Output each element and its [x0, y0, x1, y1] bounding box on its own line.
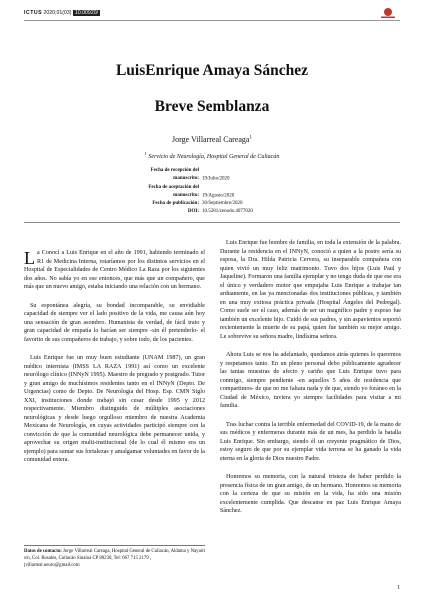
- paragraph-text: a Conocí a Luis Enrique en el año de 1991, habiendo terminado el R1 de Medicina Interna, rotaríamos por los distintos servicios en el Hospital de Especialidades de Centro Médico La Raza por los siguientes dos años. No sabía yo en ese entonces, que más que un compañero, que más que un nuevo amigo, estaba iniciando una relación con un hermano.: [24, 250, 205, 290]
- paragraph: Ahora Luis se nos ha adelantado, quedamos atrás quienes lo queremos y respetamos tanto. En un pleno personal debo públicamente agradecer las tantas muestras de afecto y cariño que Luis Enrique tuvo para conmigo, siempre pendiente -en aquellos 5 años de residencia que compartimos- de que no me faltara nada y de que, siendo yo foráneo en la Ciudad de México, tuviera yo siempre facilidades para visitar a mi familia.: [220, 352, 401, 409]
- journal-issue: 2020;01(03): [43, 10, 72, 16]
- page-title: LuisEnrique Amaya Sánchez: [115, 62, 309, 79]
- date-value: 30/Septiembre/2020: [202, 201, 243, 207]
- date-label: Fecha de recepción del manuscrito:: [150, 168, 199, 182]
- journal-header: [24, 10, 100, 16]
- paragraph: Luis Enrique fue un muy buen estudiante (UNAM 1987), un gran médico internista (IMSS LA RAZA 1991) así como un excelente neurólogo clínico (INNyN 1995). Maestro de pregrado y postgrado. Tutor y gran amigo de muchísimos residentes tanto en el INNyN (Depto. De Urgencias) como de Depto. De Neurología del Hosp. Esp. CMN Siglo XXI, instituciones donde trabajó sin cesar desde 1995 y 2012 respectivamente. Miembro distinguido de múltiples asociaciones neurológicas y desde luego orgulloso miembro de nuestra Academia Mexicana de Neurología, en cuyas actividades participó siempre con la convicción de que la comunidad neurológica debe permanecer unida, y aprovechar su origen multi-institucional (de lo cual él mismo era un ejemplo) para sumar sus fortalezas y amalgamar voluntades en favor de la comunidad entera.: [24, 355, 205, 463]
- paragraph: Tras luchar contra la terrible enfermedad del COVID-19, de la mano de sus médicos y enfermeras durante más de un mes, ha perdido la batalla Luis Enrique. Sin embargo, siendo él un creyente pragmático de Dios, estoy seguro de que por su ejemplar vida terrena se ha ganado la vida eterna en la gloria de Dios nuestro Padre.: [220, 421, 401, 462]
- contact-label: Datos de contacto:: [24, 549, 62, 554]
- paragraph: Luis Enrique fue hombre de familia, en toda la extensión de la palabra. Durante la residencia en el INNyN, conoció a quien a la postre sería su esposa, la Dra. Hilda Patricia Cervera, su inseparable compañera con quien vivió un muy feliz matrimonio. Tuvo dos hijos (Luis Paul y Jaqueline). Formaron una familia ejemplar y no tengo duda de que ese era el único y verdadero motor que empujaba Luis Enrique a trabajar tan arduamente, en las ya mencionadas dos instituciones públicas, y también en una muy exitosa práctica privada (Hospital Ángeles del Pedregal). Como suele ser el caso, además de ser un magnífico padre y esposo fue también un excelente hijo. Cuidó de sus padres, y sin aspavientos soportó recientemente la muerte de su papá, quien fue también su mejor amigo. Le sobrevive su señora madre, lindísima señora.: [220, 240, 401, 340]
- paragraph: Su espontánea alegría, su bondad incomparable, su envidiable capacidad de siempre ver el lado positivo de la vida, me causa aún hoy una sensación de gran asombro. Humanista de verdad, de fácil trato y gran capacidad de empatía lo hacían ser siempre -sin él pretenderlo- el favorito de sus compañeros de trabajo, y sobre todo, de los pacientes.: [24, 302, 205, 343]
- date-label: DOI:: [187, 209, 199, 215]
- date-value: 10.5281/zenodo.4077020: [202, 209, 253, 215]
- footnote-rule: [24, 545, 205, 546]
- author-superscript: 1: [249, 135, 252, 141]
- date-row: [130, 208, 330, 216]
- header-rule: [24, 20, 400, 21]
- affiliation-superscript: 1: [144, 151, 147, 156]
- logo-icon: [378, 7, 398, 19]
- date-row: [130, 184, 330, 201]
- drop-cap: L: [24, 248, 35, 268]
- page-number: 1: [397, 585, 400, 591]
- left-column: [24, 249, 205, 475]
- page-subtitle: Breve Semblanza: [154, 98, 270, 115]
- contact-footnote: [24, 549, 205, 569]
- date-label: Fecha de publicación:: [152, 201, 199, 207]
- date-label: Fecha de aceptación del manuscrito:: [148, 184, 199, 198]
- paragraph: Honremos su memoria, con la natural tristeza de haber perdido la presencia física de un gran amigo, de un hermano. Honremos su memoria con la certeza de que su misión en la vida, ha sido una misión excelentemente cumplida. Que descanse en paz Luis Enrique Amaya Sánchez.: [220, 474, 401, 514]
- author-line: [0, 135, 424, 144]
- journal-name: ICTUS: [24, 10, 43, 16]
- section-rule: [24, 222, 400, 223]
- author-name: Jorge Villarreal Careaga: [172, 135, 250, 144]
- date-row: [130, 167, 330, 184]
- manuscript-dates: [130, 167, 330, 217]
- doi-badge: 10.00920/: [74, 10, 99, 16]
- date-value: 19/Julio/2020: [202, 176, 230, 182]
- date-row: [130, 200, 330, 208]
- affiliation: [0, 151, 424, 160]
- contact-text: Jorge Villarreal Careaga, Hospital General de Culiacán, Aldama y Nayarit s/n, Col. Rosales, Culiacán Sinaloa CP 80230, Tel: 667 715 2179 , jvillarreal.neuro@gmail.com: [24, 549, 205, 568]
- affiliation-text: Servicio de Neurología, Hospital General de Culiacán: [148, 154, 280, 160]
- right-column: [220, 239, 401, 526]
- paragraph: [24, 249, 205, 292]
- date-value: 19/Agosto/2020: [202, 192, 235, 198]
